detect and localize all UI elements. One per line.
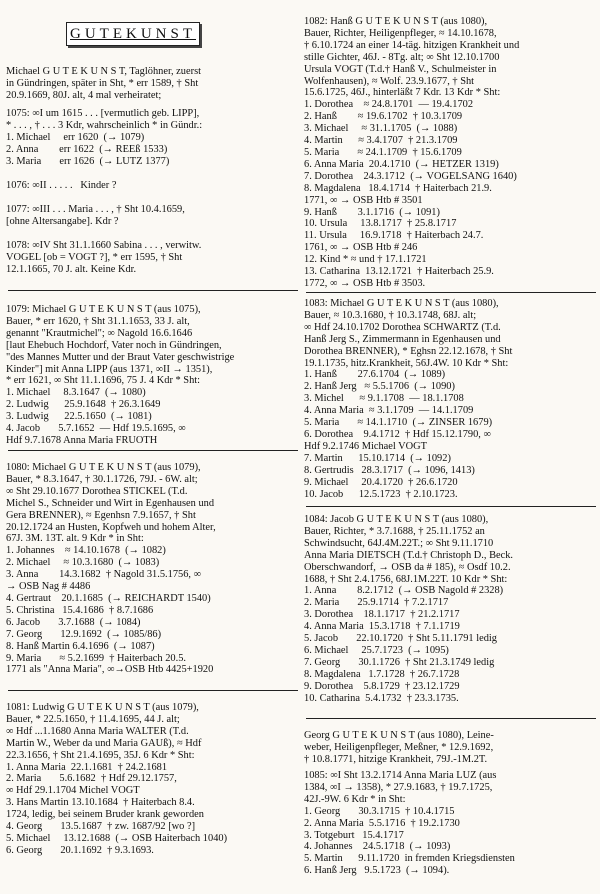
- text-line: Ursula VOGT (T.d.† Hanß V., Schulmeister in: [304, 63, 497, 75]
- text-line: 1078: ∞IV Sht 31.1.1660 Sabina . . . , verwitw.: [6, 240, 202, 251]
- text-line: 2. Ludwig 25.9.1648 † 26.3.1649: [6, 399, 161, 411]
- entry-1082: [304, 16, 594, 290]
- text-line: Dorothea BRENNER), * Eghsn 22.12.1678, † Sht: [304, 345, 513, 357]
- entry-1075: [6, 108, 296, 168]
- text-line: 8. Magdalena 18.4.1714 † Haiterbach 21.9.: [304, 182, 492, 194]
- text-line: 12.1.1665, 70 J. alt. Keine Kdr.: [6, 263, 137, 275]
- text-line: Georg G U T E K U N S T (aus 1080), Leine-: [304, 730, 494, 741]
- text-line: ∞ Hdf 29.1.1704 Michel VOGT: [6, 785, 140, 797]
- text-line: 1772, ∞ → OSB Htb # 3503.: [304, 277, 426, 289]
- text-line: weber, Heiligenpfleger, Meßner, * 12.9.1692,: [304, 741, 494, 753]
- text-line: 8. Hanß Martin 6.4.1696 (→ 1087): [6, 640, 155, 652]
- text-line: 10. Ursula 13.8.1717 † 25.8.1717: [304, 218, 457, 230]
- text-line: Oberschwandorf, → OSB da # 185), ≈ Osdf 10.2.: [304, 561, 511, 573]
- text-line: 1. Anna 8.2.1712 (→ OSB Nagold # 2328): [304, 585, 504, 597]
- text-line: 1077: ∞III . . . Maria . . . , † Sht 10.4.1659,: [6, 204, 185, 215]
- divider: [8, 690, 298, 691]
- text-line: 20.9.1669, 80J. alt, 4 mal verheiratet;: [6, 89, 162, 101]
- entry-1076: [6, 180, 296, 192]
- text-line: † 10.8.1771, hitzige Krankheit, 79J.-1M.2T.: [304, 753, 488, 765]
- entry-1080: [6, 462, 296, 676]
- text-line: 2. Hanß ≈ 19.6.1702 † 10.3.1709: [304, 111, 463, 123]
- divider: [306, 718, 596, 719]
- text-line: 9. Hanß 3.1.1716 (→ 1091): [304, 206, 440, 218]
- text-line: Bauer, Richter, * 3.7.1688, † 25.11.1752 an: [304, 525, 485, 537]
- text-line: ∞ Hdf ...1.1680 Anna Maria WALTER (T.d.: [6, 725, 189, 737]
- text-line: 4. Jacob 5.7.1652 — Hdf 19.5.1695, ∞: [6, 423, 186, 435]
- text-line: ∞ Sht 29.10.1677 Dorothea STICKEL (T.d.: [6, 485, 188, 497]
- text-line: 5. Maria ≈ 14.1.1710 (→ ZINSER 1679): [304, 417, 493, 429]
- text-line: stille Gichter, 46J. - 8Tg. alt; ∞ Sht 12.10.1700: [304, 51, 500, 63]
- text-line: 1. Hanß 27.6.1704 (→ 1089): [304, 369, 446, 381]
- text-line: 1075: ∞I um 1615 . . . [vermutlich geb. LIPP],: [6, 108, 200, 119]
- text-line: 4. Anna Maria 15.3.1718 † 7.1.1719: [304, 621, 460, 633]
- divider: [8, 290, 298, 291]
- text-line: 8. Gertrudis 28.3.1717 (→ 1096, 1413): [304, 464, 475, 476]
- text-line: 4. Georg 13.5.1687 † zw. 1687/92 [wo ?]: [6, 821, 196, 833]
- text-line: 1. Michael 8.3.1647 (→ 1080): [6, 387, 146, 399]
- text-line: 4. Johannes 24.5.1718 (→ 1093): [304, 841, 451, 853]
- text-line: Bauer, * 22.5.1650, † 11.4.1695, 44 J. alt;: [6, 713, 180, 725]
- entry-georg: [304, 730, 594, 766]
- text-line: 1. Michael err 1620 (→ 1079): [6, 131, 145, 143]
- text-line: 3. Totgeburt 15.4.1717: [304, 829, 404, 841]
- text-line: 42J.-9W. 6 Kdr * in Sht:: [304, 793, 406, 805]
- text-line: 2. Hanß Jerg ≈ 5.5.1706 (→ 1090): [304, 381, 455, 393]
- text-line: 1. Johannes ≈ 14.10.1678 (→ 1082): [6, 545, 166, 557]
- text-line: 1080: Michael G U T E K U N S T (aus 1079),: [6, 462, 201, 473]
- text-line: 7. Georg 12.9.1692 (→ 1085/86): [6, 628, 162, 640]
- text-line: 5. Maria ≈ 24.1.1709 † 15.6.1709: [304, 146, 462, 158]
- text-line: 5. Michael 13.12.1688 (→ OSB Haiterbach 1040): [6, 832, 228, 844]
- text-line: Michael G U T E K U N S T, Taglöhner, zuerst: [6, 66, 201, 77]
- text-line: 67J. 3M. 13T. alt. 9 Kdr * in Sht:: [6, 533, 144, 545]
- text-line: 1081: Ludwig G U T E K U N S T (aus 1079),: [6, 702, 199, 713]
- text-line: 1083: Michael G U T E K U N S T (aus 1080),: [304, 298, 499, 309]
- text-line: [laut Ehebuch Hochdorf, Vater noch in Gündringen,: [6, 339, 222, 351]
- entry-1078: [6, 240, 296, 276]
- text-line: 1084: Jacob G U T E K U N S T (aus 1080),: [304, 514, 489, 525]
- text-line: Anna Maria DIETSCH (T.d.† Christoph D., Beck.: [304, 549, 514, 561]
- text-line: 1. Dorothea ≈ 24.8.1701 — 19.4.1702: [304, 99, 474, 111]
- text-line: 6. Michael 25.7.1723 (→ 1095): [304, 644, 449, 656]
- text-line: 2. Michael ≈ 10.3.1680 (→ 1083): [6, 557, 160, 569]
- text-line: Bauer, * 8.3.1647, † 30.1.1726, 79J. - 6W. alt;: [6, 473, 198, 485]
- text-line: † 6.10.1724 an einer 14-täg. hitzigen Krankheit und: [304, 39, 520, 51]
- text-line: 6. Hanß Jerg 9.5.1723 (→ 1094).: [304, 865, 450, 877]
- text-line: 4. Martin ≈ 3.4.1707 † 21.3.1709: [304, 135, 458, 147]
- text-line: 10. Jacob 12.5.1723 † 2.10.1723.: [304, 488, 458, 500]
- text-line: 13. Catharina 13.12.1721 † Haiterbach 25.9.: [304, 266, 494, 278]
- text-line: Martin W., Weber da und Maria GAUß), ≈ Hdf: [6, 737, 202, 749]
- text-line: 9. Michael 20.4.1720 † 26.6.1720: [304, 476, 458, 488]
- text-line: 2. Maria 25.9.1714 † 7.2.1717: [304, 597, 449, 609]
- text-line: 1. Georg 30.3.1715 † 10.4.1715: [304, 805, 455, 817]
- text-line: 19.1.1735, hitz.Krankheit, 56J.4W. 10 Kdr * Sht:: [304, 357, 509, 369]
- entry-1077: [6, 204, 296, 228]
- text-line: 5. Christina 15.4.1686 † 8.7.1686: [6, 604, 154, 616]
- text-line: 9. Dorothea 5.8.1729 † 23.12.1729: [304, 680, 460, 692]
- page-title: GUTEKUNST: [70, 25, 196, 42]
- divider: [306, 292, 596, 293]
- text-line: 6. Jacob 3.7.1688 (→ 1084): [6, 616, 141, 628]
- title-box: [66, 22, 200, 46]
- text-line: 5. Martin 9.11.1720 in fremden Kriegsdiensten: [304, 853, 515, 865]
- text-line: 1771 als "Anna Maria", ∞→OSB Htb 4425+1920: [6, 664, 214, 676]
- text-line: "des Mannes Mutter und der Braut Vater geschwistrige: [6, 351, 235, 363]
- text-line: Hdf 9.2.1746 Michael VOGT: [304, 440, 428, 452]
- text-line: Schwindsucht, 64J.4M.22T.; ∞ Sht 9.11.1710: [304, 537, 494, 549]
- text-line: 20.12.1724 an Husten, Kopfweh und hohem Alter,: [6, 521, 216, 533]
- text-line: 3. Dorothea 18.1.1717 † 21.2.1717: [304, 609, 460, 621]
- text-line: 2. Maria 5.6.1682 † Hdf 29.12.1757,: [6, 773, 177, 785]
- text-line: → OSB Nag # 4486: [6, 581, 91, 593]
- text-line: 6. Anna Maria 20.4.1710 (→ HETZER 1319): [304, 158, 499, 170]
- text-line: Bauer, Richter, Heiligenpfleger, ≈ 14.10.1678,: [304, 27, 497, 39]
- text-line: Kinder"] mit Anna LIPP (aus 1371, ∞II → 1351),: [6, 363, 213, 375]
- text-line: in Gündringen, später in Sht, * err 1589, † Sht: [6, 77, 199, 89]
- text-line: 6. Georg 20.1.1692 † 9.3.1693.: [6, 844, 154, 856]
- text-line: 1. Anna Maria 22.1.1681 † 24.2.1681: [6, 761, 168, 773]
- text-line: 10. Catharina 5.4.1732 † 23.3.1735.: [304, 692, 459, 704]
- text-line: 1771, ∞ → OSB Htb # 3501: [304, 194, 423, 206]
- text-line: 5. Jacob 22.10.1720 † Sht 5.11.1791 ledig: [304, 633, 497, 645]
- text-line: 1724, ledig, bei seinem Bruder krank geworden: [6, 809, 204, 821]
- entry-intro: [6, 66, 296, 102]
- text-line: 1384, ∞I → 1358), * 27.9.1683, † 19.7.1725,: [304, 781, 493, 793]
- text-line: 2. Anna Maria 5.5.1716 † 19.2.1730: [304, 817, 460, 829]
- entry-1081: [6, 702, 296, 857]
- text-line: 7. Dorothea 24.3.1712 (→ VOGELSANG 1640): [304, 170, 517, 182]
- entry-1083: [304, 298, 594, 500]
- text-line: 6. Dorothea 9.4.1712 † Hdf 15.12.1790, ∞: [304, 428, 491, 440]
- text-line: 4. Anna Maria ≈ 3.1.1709 — 14.1.1709: [304, 405, 474, 417]
- text-line: 7. Georg 30.1.1726 † Sht 21.3.1749 ledig: [304, 656, 495, 668]
- text-line: 1688, † Sht 2.4.1756, 68J.1M.22T. 10 Kdr * Sht:: [304, 573, 508, 585]
- text-line: 3. Anna 14.3.1682 † Nagold 31.5.1756, ∞: [6, 569, 202, 581]
- text-line: 12. Kind * ≈ und † 17.1.1721: [304, 254, 427, 266]
- text-line: [ohne Altersangabe]. Kdr ?: [6, 215, 119, 227]
- text-line: 2. Anna err 1622 (→ REEß 1533): [6, 143, 168, 155]
- text-line: * err 1621, ∞ Sht 11.1.1696, 75 J. 4 Kdr * Sht:: [6, 375, 201, 387]
- entry-1079: [6, 304, 296, 447]
- text-line: 1076: ∞II . . . . . Kinder ?: [6, 180, 117, 191]
- text-line: 3. Michael ≈ 31.1.1705 (→ 1088): [304, 123, 458, 135]
- text-line: Michel S., Schneider und Wirt in Egenhausen und: [6, 497, 215, 509]
- text-line: 1079: Michael G U T E K U N S T (aus 1075),: [6, 304, 201, 315]
- text-line: Hanß Jerg S., Zimmermann in Egenhausen und: [304, 333, 501, 345]
- text-line: 11. Ursula 16.9.1718 † Haiterbach 24.7.: [304, 230, 484, 242]
- text-line: 1082: Hanß G U T E K U N S T (aus 1080),: [304, 16, 488, 27]
- text-line: Wolfenhausen), ≈ Wolf. 23.9.1677, † Sht: [304, 75, 475, 87]
- text-line: 15.6.1725, 46J., hinterläßt 7 Kdr. 13 Kdr * Sht:: [304, 87, 501, 99]
- text-line: Bauer, * err 1620, † Sht 31.1.1653, 33 J. alt,: [6, 315, 190, 327]
- text-line: 1761, ∞ → OSB Htb # 246: [304, 242, 418, 254]
- text-line: 3. Hans Martin 13.10.1684 † Haiterbach 8.4.: [6, 797, 195, 809]
- text-line: genannt "Krautmichel"; ∞ Nagold 16.6.1646: [6, 327, 193, 339]
- text-line: Hdf 9.7.1678 Anna Maria FRUOTH: [6, 434, 158, 446]
- text-line: ∞ Hdf 24.10.1702 Dorothea SCHWARTZ (T.d.: [304, 321, 501, 333]
- text-line: * . . . , † . . . 3 Kdr, wahrscheinlich * in Gündr.:: [6, 119, 203, 131]
- text-line: 8. Magdalena 1.7.1728 † 26.7.1728: [304, 668, 460, 680]
- text-line: 3. Maria err 1626 (→ LUTZ 1377): [6, 155, 170, 167]
- text-line: 22.3.1656, † Sht 21.4.1695, 35J. 6 Kdr * Sht:: [6, 749, 195, 761]
- text-line: 3. Michel ≈ 9.1.1708 — 18.1.1708: [304, 393, 464, 405]
- text-line: 1085: ∞I Sht 13.2.1714 Anna Maria LUZ (aus: [304, 770, 497, 781]
- text-line: VOGEL [ob = VOGT ?], * err 1595, † Sht: [6, 251, 183, 263]
- text-line: Gera BRENNER), ≈ Egenhsn 7.9.1657, † Sht: [6, 509, 196, 521]
- text-line: Bauer, ≈ 10.3.1680, † 10.3.1748, 68J. alt;: [304, 309, 477, 321]
- text-line: 4. Gertraut 20.1.1685 (→ REICHARDT 1540): [6, 592, 211, 604]
- divider: [306, 506, 596, 507]
- text-line: 9. Maria ≈ 5.2.1699 † Haiterbach 20.5.: [6, 652, 186, 664]
- text-line: 7. Martin 15.10.1714 (→ 1092): [304, 452, 451, 464]
- entry-1084: [304, 514, 594, 705]
- entry-1085: [304, 770, 594, 877]
- divider: [8, 450, 298, 451]
- text-line: 3. Ludwig 22.5.1650 (→ 1081): [6, 411, 152, 423]
